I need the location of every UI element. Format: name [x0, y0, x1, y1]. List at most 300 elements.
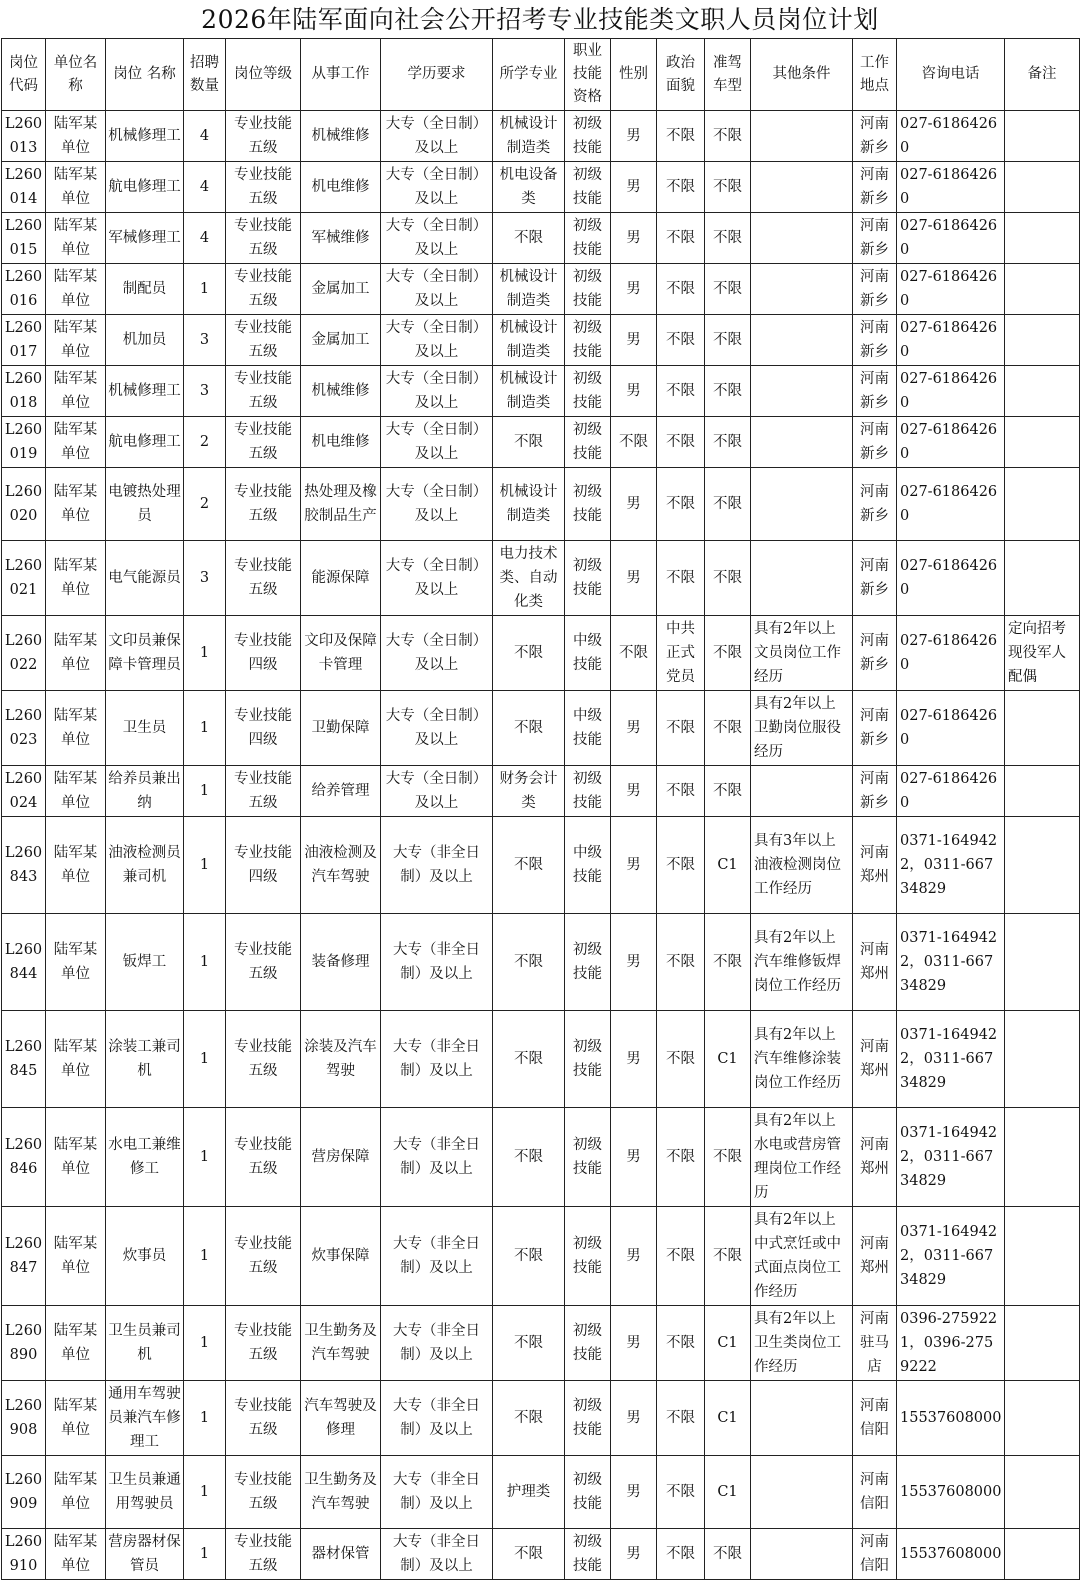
table-row: [2, 213, 1080, 264]
cell-major: 护理类: [493, 1456, 565, 1529]
cell-work-location: 河南新乡: [853, 766, 897, 817]
cell-skill-qualification: 初级技能: [565, 111, 611, 162]
cell-unit-name: 陆军某单位: [46, 616, 106, 691]
cell-hire-count: 1: [184, 914, 226, 1011]
cell-position-grade: 专业技能五级: [226, 1306, 301, 1381]
cell-work-location: 河南郑州: [853, 817, 897, 914]
cell-work-duty: 机械维修: [301, 366, 381, 417]
cell-work-location: 河南郑州: [853, 914, 897, 1011]
cell-other-conditions: [751, 541, 853, 616]
cell-major: 机械设计制造类: [493, 315, 565, 366]
cell-hire-count: 1: [184, 1108, 226, 1207]
cell-major: 不限: [493, 616, 565, 691]
cell-hire-count: 4: [184, 162, 226, 213]
cell-skill-qualification: 中级技能: [565, 691, 611, 766]
cell-political-status: 不限: [657, 817, 705, 914]
cell-other-conditions: [751, 468, 853, 541]
cell-contact-phone: 0371-1649422，0311-66734829: [897, 914, 1005, 1011]
cell-skill-qualification: 初级技能: [565, 1207, 611, 1306]
cell-gender: 男: [611, 1108, 657, 1207]
cell-unit-name: 陆军某单位: [46, 691, 106, 766]
cell-remarks: [1005, 366, 1080, 417]
cell-position-code: L260017: [2, 315, 46, 366]
cell-work-location: 河南新乡: [853, 468, 897, 541]
cell-contact-phone: 15537608000: [897, 1456, 1005, 1529]
cell-position-code: L260015: [2, 213, 46, 264]
cell-education: 大专（全日制）及以上: [381, 468, 493, 541]
cell-driving-license: 不限: [705, 315, 751, 366]
cell-position-name: 水电工兼维修工: [106, 1108, 184, 1207]
cell-other-conditions: 具有2年以上汽车维修钣焊岗位工作经历: [751, 914, 853, 1011]
cell-other-conditions: 具有2年以上文员岗位工作经历: [751, 616, 853, 691]
cell-position-name: 文印员兼保障卡管理员: [106, 616, 184, 691]
cell-work-duty: 机电维修: [301, 162, 381, 213]
cell-position-grade: 专业技能五级: [226, 213, 301, 264]
cell-unit-name: 陆军某单位: [46, 468, 106, 541]
cell-skill-qualification: 初级技能: [565, 315, 611, 366]
cell-driving-license: 不限: [705, 213, 751, 264]
cell-position-name: 卫生员: [106, 691, 184, 766]
cell-skill-qualification: 初级技能: [565, 417, 611, 468]
cell-education: 大专（非全日制）及以上: [381, 1011, 493, 1108]
table-body: [2, 111, 1080, 1580]
cell-skill-qualification: 初级技能: [565, 766, 611, 817]
cell-major: 机械设计制造类: [493, 468, 565, 541]
cell-major: 不限: [493, 1529, 565, 1580]
cell-position-name: 卫生员兼通用驾驶员: [106, 1456, 184, 1529]
cell-political-status: 不限: [657, 541, 705, 616]
header-major: 所学专业: [493, 39, 565, 111]
cell-other-conditions: [751, 264, 853, 315]
cell-education: 大专（全日制）及以上: [381, 691, 493, 766]
cell-major: 不限: [493, 691, 565, 766]
cell-other-conditions: 具有3年以上油液检测岗位工作经历: [751, 817, 853, 914]
cell-work-duty: 卫勤保障: [301, 691, 381, 766]
cell-work-location: 河南新乡: [853, 264, 897, 315]
cell-position-code: L260910: [2, 1529, 46, 1580]
cell-work-duty: 营房保障: [301, 1108, 381, 1207]
cell-political-status: 不限: [657, 1529, 705, 1580]
cell-unit-name: 陆军某单位: [46, 162, 106, 213]
table-row: [2, 1456, 1080, 1529]
cell-major: 不限: [493, 1207, 565, 1306]
cell-position-code: L260021: [2, 541, 46, 616]
cell-contact-phone: 027-61864260: [897, 213, 1005, 264]
cell-position-grade: 专业技能五级: [226, 162, 301, 213]
cell-contact-phone: 027-61864260: [897, 417, 1005, 468]
cell-skill-qualification: 初级技能: [565, 1381, 611, 1456]
cell-work-location: 河南信阳: [853, 1456, 897, 1529]
cell-other-conditions: [751, 111, 853, 162]
cell-remarks: [1005, 1108, 1080, 1207]
cell-other-conditions: [751, 1381, 853, 1456]
cell-major: 不限: [493, 1011, 565, 1108]
cell-work-location: 河南新乡: [853, 541, 897, 616]
cell-remarks: [1005, 162, 1080, 213]
cell-education: 大专（全日制）及以上: [381, 417, 493, 468]
cell-gender: 男: [611, 1207, 657, 1306]
cell-driving-license: 不限: [705, 162, 751, 213]
cell-gender: 男: [611, 1306, 657, 1381]
cell-other-conditions: 具有2年以上卫生类岗位工作经历: [751, 1306, 853, 1381]
cell-position-code: L260023: [2, 691, 46, 766]
cell-hire-count: 4: [184, 111, 226, 162]
cell-position-grade: 专业技能四级: [226, 616, 301, 691]
header-hire-count: 招聘数量: [184, 39, 226, 111]
cell-unit-name: 陆军某单位: [46, 213, 106, 264]
cell-work-location: 河南新乡: [853, 417, 897, 468]
cell-major: 机械设计制造类: [493, 111, 565, 162]
cell-unit-name: 陆军某单位: [46, 817, 106, 914]
cell-major: 不限: [493, 1306, 565, 1381]
cell-work-duty: 炊事保障: [301, 1207, 381, 1306]
table-row: [2, 162, 1080, 213]
cell-position-name: 涂装工兼司机: [106, 1011, 184, 1108]
cell-position-code: L260018: [2, 366, 46, 417]
table-row: [2, 417, 1080, 468]
cell-work-duty: 汽车驾驶及修理: [301, 1381, 381, 1456]
table-row: [2, 691, 1080, 766]
cell-gender: 男: [611, 213, 657, 264]
cell-position-code: L260013: [2, 111, 46, 162]
cell-contact-phone: 15537608000: [897, 1529, 1005, 1580]
header-gender: 性别: [611, 39, 657, 111]
cell-hire-count: 1: [184, 1207, 226, 1306]
table-row: [2, 817, 1080, 914]
cell-driving-license: 不限: [705, 417, 751, 468]
cell-position-code: L260019: [2, 417, 46, 468]
cell-skill-qualification: 初级技能: [565, 468, 611, 541]
cell-education: 大专（全日制）及以上: [381, 213, 493, 264]
cell-other-conditions: 具有2年以上卫勤岗位服役经历: [751, 691, 853, 766]
cell-contact-phone: 15537608000: [897, 1381, 1005, 1456]
cell-position-code: L260847: [2, 1207, 46, 1306]
cell-driving-license: 不限: [705, 766, 751, 817]
cell-unit-name: 陆军某单位: [46, 315, 106, 366]
header-contact-phone: 咨询电话: [897, 39, 1005, 111]
cell-hire-count: 2: [184, 468, 226, 541]
table-row: [2, 468, 1080, 541]
cell-position-grade: 专业技能五级: [226, 914, 301, 1011]
cell-hire-count: 1: [184, 1456, 226, 1529]
cell-unit-name: 陆军某单位: [46, 1529, 106, 1580]
cell-contact-phone: 027-61864260: [897, 111, 1005, 162]
cell-major: 机电设备类: [493, 162, 565, 213]
cell-hire-count: 1: [184, 766, 226, 817]
cell-work-location: 河南驻马店: [853, 1306, 897, 1381]
cell-position-name: 给养员兼出纳: [106, 766, 184, 817]
cell-contact-phone: 027-61864260: [897, 616, 1005, 691]
cell-gender: 男: [611, 264, 657, 315]
cell-political-status: 不限: [657, 1456, 705, 1529]
cell-driving-license: C1: [705, 1456, 751, 1529]
cell-gender: 男: [611, 468, 657, 541]
cell-driving-license: 不限: [705, 914, 751, 1011]
cell-political-status: 不限: [657, 691, 705, 766]
cell-skill-qualification: 初级技能: [565, 541, 611, 616]
cell-position-code: L260024: [2, 766, 46, 817]
cell-remarks: [1005, 691, 1080, 766]
cell-work-location: 河南郑州: [853, 1108, 897, 1207]
cell-driving-license: 不限: [705, 1529, 751, 1580]
cell-political-status: 不限: [657, 315, 705, 366]
cell-gender: 不限: [611, 616, 657, 691]
cell-position-name: 钣焊工: [106, 914, 184, 1011]
table-row: [2, 111, 1080, 162]
cell-hire-count: 1: [184, 1011, 226, 1108]
cell-gender: 男: [611, 1529, 657, 1580]
cell-unit-name: 陆军某单位: [46, 366, 106, 417]
cell-position-code: L260014: [2, 162, 46, 213]
cell-hire-count: 2: [184, 417, 226, 468]
cell-remarks: [1005, 817, 1080, 914]
table-row: [2, 366, 1080, 417]
cell-work-location: 河南新乡: [853, 162, 897, 213]
cell-remarks: [1005, 1381, 1080, 1456]
cell-remarks: [1005, 541, 1080, 616]
cell-political-status: 不限: [657, 111, 705, 162]
cell-hire-count: 4: [184, 213, 226, 264]
cell-contact-phone: 027-61864260: [897, 541, 1005, 616]
cell-political-status: 中共正式党员: [657, 616, 705, 691]
table-row: [2, 315, 1080, 366]
cell-position-grade: 专业技能五级: [226, 417, 301, 468]
cell-hire-count: 1: [184, 1529, 226, 1580]
cell-other-conditions: [751, 766, 853, 817]
cell-skill-qualification: 初级技能: [565, 264, 611, 315]
cell-hire-count: 3: [184, 315, 226, 366]
cell-contact-phone: 027-61864260: [897, 468, 1005, 541]
cell-education: 大专（全日制）及以上: [381, 264, 493, 315]
cell-political-status: 不限: [657, 914, 705, 1011]
cell-unit-name: 陆军某单位: [46, 264, 106, 315]
cell-unit-name: 陆军某单位: [46, 417, 106, 468]
cell-gender: 不限: [611, 417, 657, 468]
table-row: [2, 914, 1080, 1011]
table-row: [2, 616, 1080, 691]
cell-contact-phone: 0371-1649422，0311-66734829: [897, 1108, 1005, 1207]
cell-other-conditions: [751, 1456, 853, 1529]
cell-remarks: [1005, 1456, 1080, 1529]
cell-gender: 男: [611, 111, 657, 162]
header-position-grade: 岗位等级: [226, 39, 301, 111]
cell-skill-qualification: 初级技能: [565, 1011, 611, 1108]
cell-work-duty: 能源保障: [301, 541, 381, 616]
cell-remarks: [1005, 914, 1080, 1011]
cell-position-grade: 专业技能五级: [226, 1207, 301, 1306]
cell-gender: 男: [611, 315, 657, 366]
cell-work-duty: 油液检测及汽车驾驶: [301, 817, 381, 914]
cell-work-duty: 涂装及汽车驾驶: [301, 1011, 381, 1108]
cell-driving-license: C1: [705, 1306, 751, 1381]
header-other-conditions: 其他条件: [751, 39, 853, 111]
cell-unit-name: 陆军某单位: [46, 111, 106, 162]
cell-remarks: [1005, 417, 1080, 468]
cell-position-code: L260846: [2, 1108, 46, 1207]
cell-hire-count: 1: [184, 616, 226, 691]
table-row: [2, 264, 1080, 315]
cell-work-location: 河南信阳: [853, 1529, 897, 1580]
cell-political-status: 不限: [657, 264, 705, 315]
cell-position-grade: 专业技能五级: [226, 541, 301, 616]
cell-other-conditions: 具有2年以上水电或营房管理岗位工作经历: [751, 1108, 853, 1207]
cell-hire-count: 3: [184, 541, 226, 616]
cell-driving-license: 不限: [705, 468, 751, 541]
cell-work-location: 河南信阳: [853, 1381, 897, 1456]
cell-work-duty: 给养管理: [301, 766, 381, 817]
cell-position-name: 航电修理工: [106, 162, 184, 213]
cell-position-code: L260908: [2, 1381, 46, 1456]
cell-contact-phone: 0371-1649422，0311-66734829: [897, 817, 1005, 914]
cell-contact-phone: 027-61864260: [897, 315, 1005, 366]
cell-remarks: [1005, 468, 1080, 541]
cell-major: 不限: [493, 417, 565, 468]
cell-unit-name: 陆军某单位: [46, 1011, 106, 1108]
cell-education: 大专（非全日制）及以上: [381, 1529, 493, 1580]
cell-driving-license: 不限: [705, 691, 751, 766]
table-row: [2, 1381, 1080, 1456]
cell-position-code: L260844: [2, 914, 46, 1011]
cell-education: 大专（全日制）及以上: [381, 616, 493, 691]
cell-education: 大专（全日制）及以上: [381, 541, 493, 616]
cell-work-duty: 军械维修: [301, 213, 381, 264]
cell-contact-phone: 0371-1649422，0311-66734829: [897, 1207, 1005, 1306]
cell-position-code: L260843: [2, 817, 46, 914]
cell-major: 机械设计制造类: [493, 366, 565, 417]
cell-political-status: 不限: [657, 1207, 705, 1306]
cell-education: 大专（非全日制）及以上: [381, 817, 493, 914]
cell-gender: 男: [611, 817, 657, 914]
cell-gender: 男: [611, 1456, 657, 1529]
cell-position-name: 制配员: [106, 264, 184, 315]
cell-driving-license: 不限: [705, 366, 751, 417]
cell-position-grade: 专业技能五级: [226, 111, 301, 162]
cell-position-code: L260909: [2, 1456, 46, 1529]
cell-work-location: 河南郑州: [853, 1011, 897, 1108]
cell-driving-license: C1: [705, 1011, 751, 1108]
cell-contact-phone: 027-61864260: [897, 264, 1005, 315]
cell-hire-count: 1: [184, 1381, 226, 1456]
cell-unit-name: 陆军某单位: [46, 1381, 106, 1456]
cell-position-grade: 专业技能五级: [226, 264, 301, 315]
cell-skill-qualification: 初级技能: [565, 1306, 611, 1381]
cell-education: 大专（全日制）及以上: [381, 766, 493, 817]
cell-gender: 男: [611, 766, 657, 817]
cell-remarks: [1005, 1529, 1080, 1580]
cell-other-conditions: 具有2年以上中式烹饪或中式面点岗位工作经历: [751, 1207, 853, 1306]
cell-position-code: L260016: [2, 264, 46, 315]
cell-education: 大专（非全日制）及以上: [381, 1306, 493, 1381]
cell-political-status: 不限: [657, 366, 705, 417]
table-row: [2, 1011, 1080, 1108]
cell-position-name: 航电修理工: [106, 417, 184, 468]
cell-education: 大专（非全日制）及以上: [381, 1456, 493, 1529]
cell-major: 财务会计类: [493, 766, 565, 817]
cell-skill-qualification: 初级技能: [565, 914, 611, 1011]
cell-driving-license: 不限: [705, 1207, 751, 1306]
cell-position-name: 机械修理工: [106, 366, 184, 417]
cell-position-code: L260020: [2, 468, 46, 541]
cell-education: 大专（全日制）及以上: [381, 162, 493, 213]
cell-position-grade: 专业技能五级: [226, 366, 301, 417]
cell-position-name: 机械修理工: [106, 111, 184, 162]
cell-work-location: 河南新乡: [853, 111, 897, 162]
cell-education: 大专（非全日制）及以上: [381, 1207, 493, 1306]
table-row: [2, 1207, 1080, 1306]
cell-unit-name: 陆军某单位: [46, 541, 106, 616]
cell-contact-phone: 0371-1649422，0311-66734829: [897, 1011, 1005, 1108]
cell-other-conditions: [751, 366, 853, 417]
cell-other-conditions: [751, 417, 853, 468]
cell-education: 大专（全日制）及以上: [381, 366, 493, 417]
cell-political-status: 不限: [657, 1381, 705, 1456]
cell-position-grade: 专业技能五级: [226, 1529, 301, 1580]
cell-position-name: 营房器材保管员: [106, 1529, 184, 1580]
cell-political-status: 不限: [657, 1108, 705, 1207]
cell-position-grade: 专业技能四级: [226, 691, 301, 766]
cell-gender: 男: [611, 1381, 657, 1456]
table-row: [2, 541, 1080, 616]
cell-skill-qualification: 初级技能: [565, 1456, 611, 1529]
cell-remarks: 定向招考现役军人配偶: [1005, 616, 1080, 691]
header-driving-license: 准驾车型: [705, 39, 751, 111]
cell-major: 机械设计制造类: [493, 264, 565, 315]
cell-unit-name: 陆军某单位: [46, 914, 106, 1011]
cell-major: 不限: [493, 914, 565, 1011]
header-remarks: 备注: [1005, 39, 1080, 111]
cell-skill-qualification: 初级技能: [565, 1108, 611, 1207]
cell-remarks: [1005, 1011, 1080, 1108]
cell-driving-license: C1: [705, 1381, 751, 1456]
header-unit-name: 单位名称: [46, 39, 106, 111]
cell-major: 不限: [493, 213, 565, 264]
header-position-code: 岗位代码: [2, 39, 46, 111]
cell-contact-phone: 027-61864260: [897, 366, 1005, 417]
cell-gender: 男: [611, 366, 657, 417]
cell-work-duty: 器材保管: [301, 1529, 381, 1580]
cell-skill-qualification: 中级技能: [565, 817, 611, 914]
cell-gender: 男: [611, 1011, 657, 1108]
cell-position-code: L260890: [2, 1306, 46, 1381]
document-title: 2026年陆军面向社会公开招考专业技能类文职人员岗位计划: [201, 5, 879, 34]
cell-major: 不限: [493, 1108, 565, 1207]
cell-driving-license: 不限: [705, 111, 751, 162]
cell-driving-license: 不限: [705, 264, 751, 315]
cell-unit-name: 陆军某单位: [46, 1207, 106, 1306]
cell-driving-license: 不限: [705, 1108, 751, 1207]
cell-education: 大专（全日制）及以上: [381, 111, 493, 162]
cell-skill-qualification: 中级技能: [565, 616, 611, 691]
cell-other-conditions: [751, 213, 853, 264]
cell-gender: 男: [611, 541, 657, 616]
cell-hire-count: 1: [184, 1306, 226, 1381]
cell-position-name: 军械修理工: [106, 213, 184, 264]
cell-contact-phone: 027-61864260: [897, 766, 1005, 817]
cell-skill-qualification: 初级技能: [565, 1529, 611, 1580]
cell-other-conditions: [751, 162, 853, 213]
cell-political-status: 不限: [657, 417, 705, 468]
cell-education: 大专（非全日制）及以上: [381, 1108, 493, 1207]
cell-skill-qualification: 初级技能: [565, 213, 611, 264]
cell-contact-phone: 0396-2759221，0396-2759222: [897, 1306, 1005, 1381]
cell-education: 大专（非全日制）及以上: [381, 914, 493, 1011]
cell-gender: 男: [611, 691, 657, 766]
cell-position-code: L260845: [2, 1011, 46, 1108]
cell-position-name: 电镀热处理员: [106, 468, 184, 541]
cell-work-duty: 卫生勤务及汽车驾驶: [301, 1456, 381, 1529]
cell-work-location: 河南新乡: [853, 366, 897, 417]
cell-gender: 男: [611, 162, 657, 213]
